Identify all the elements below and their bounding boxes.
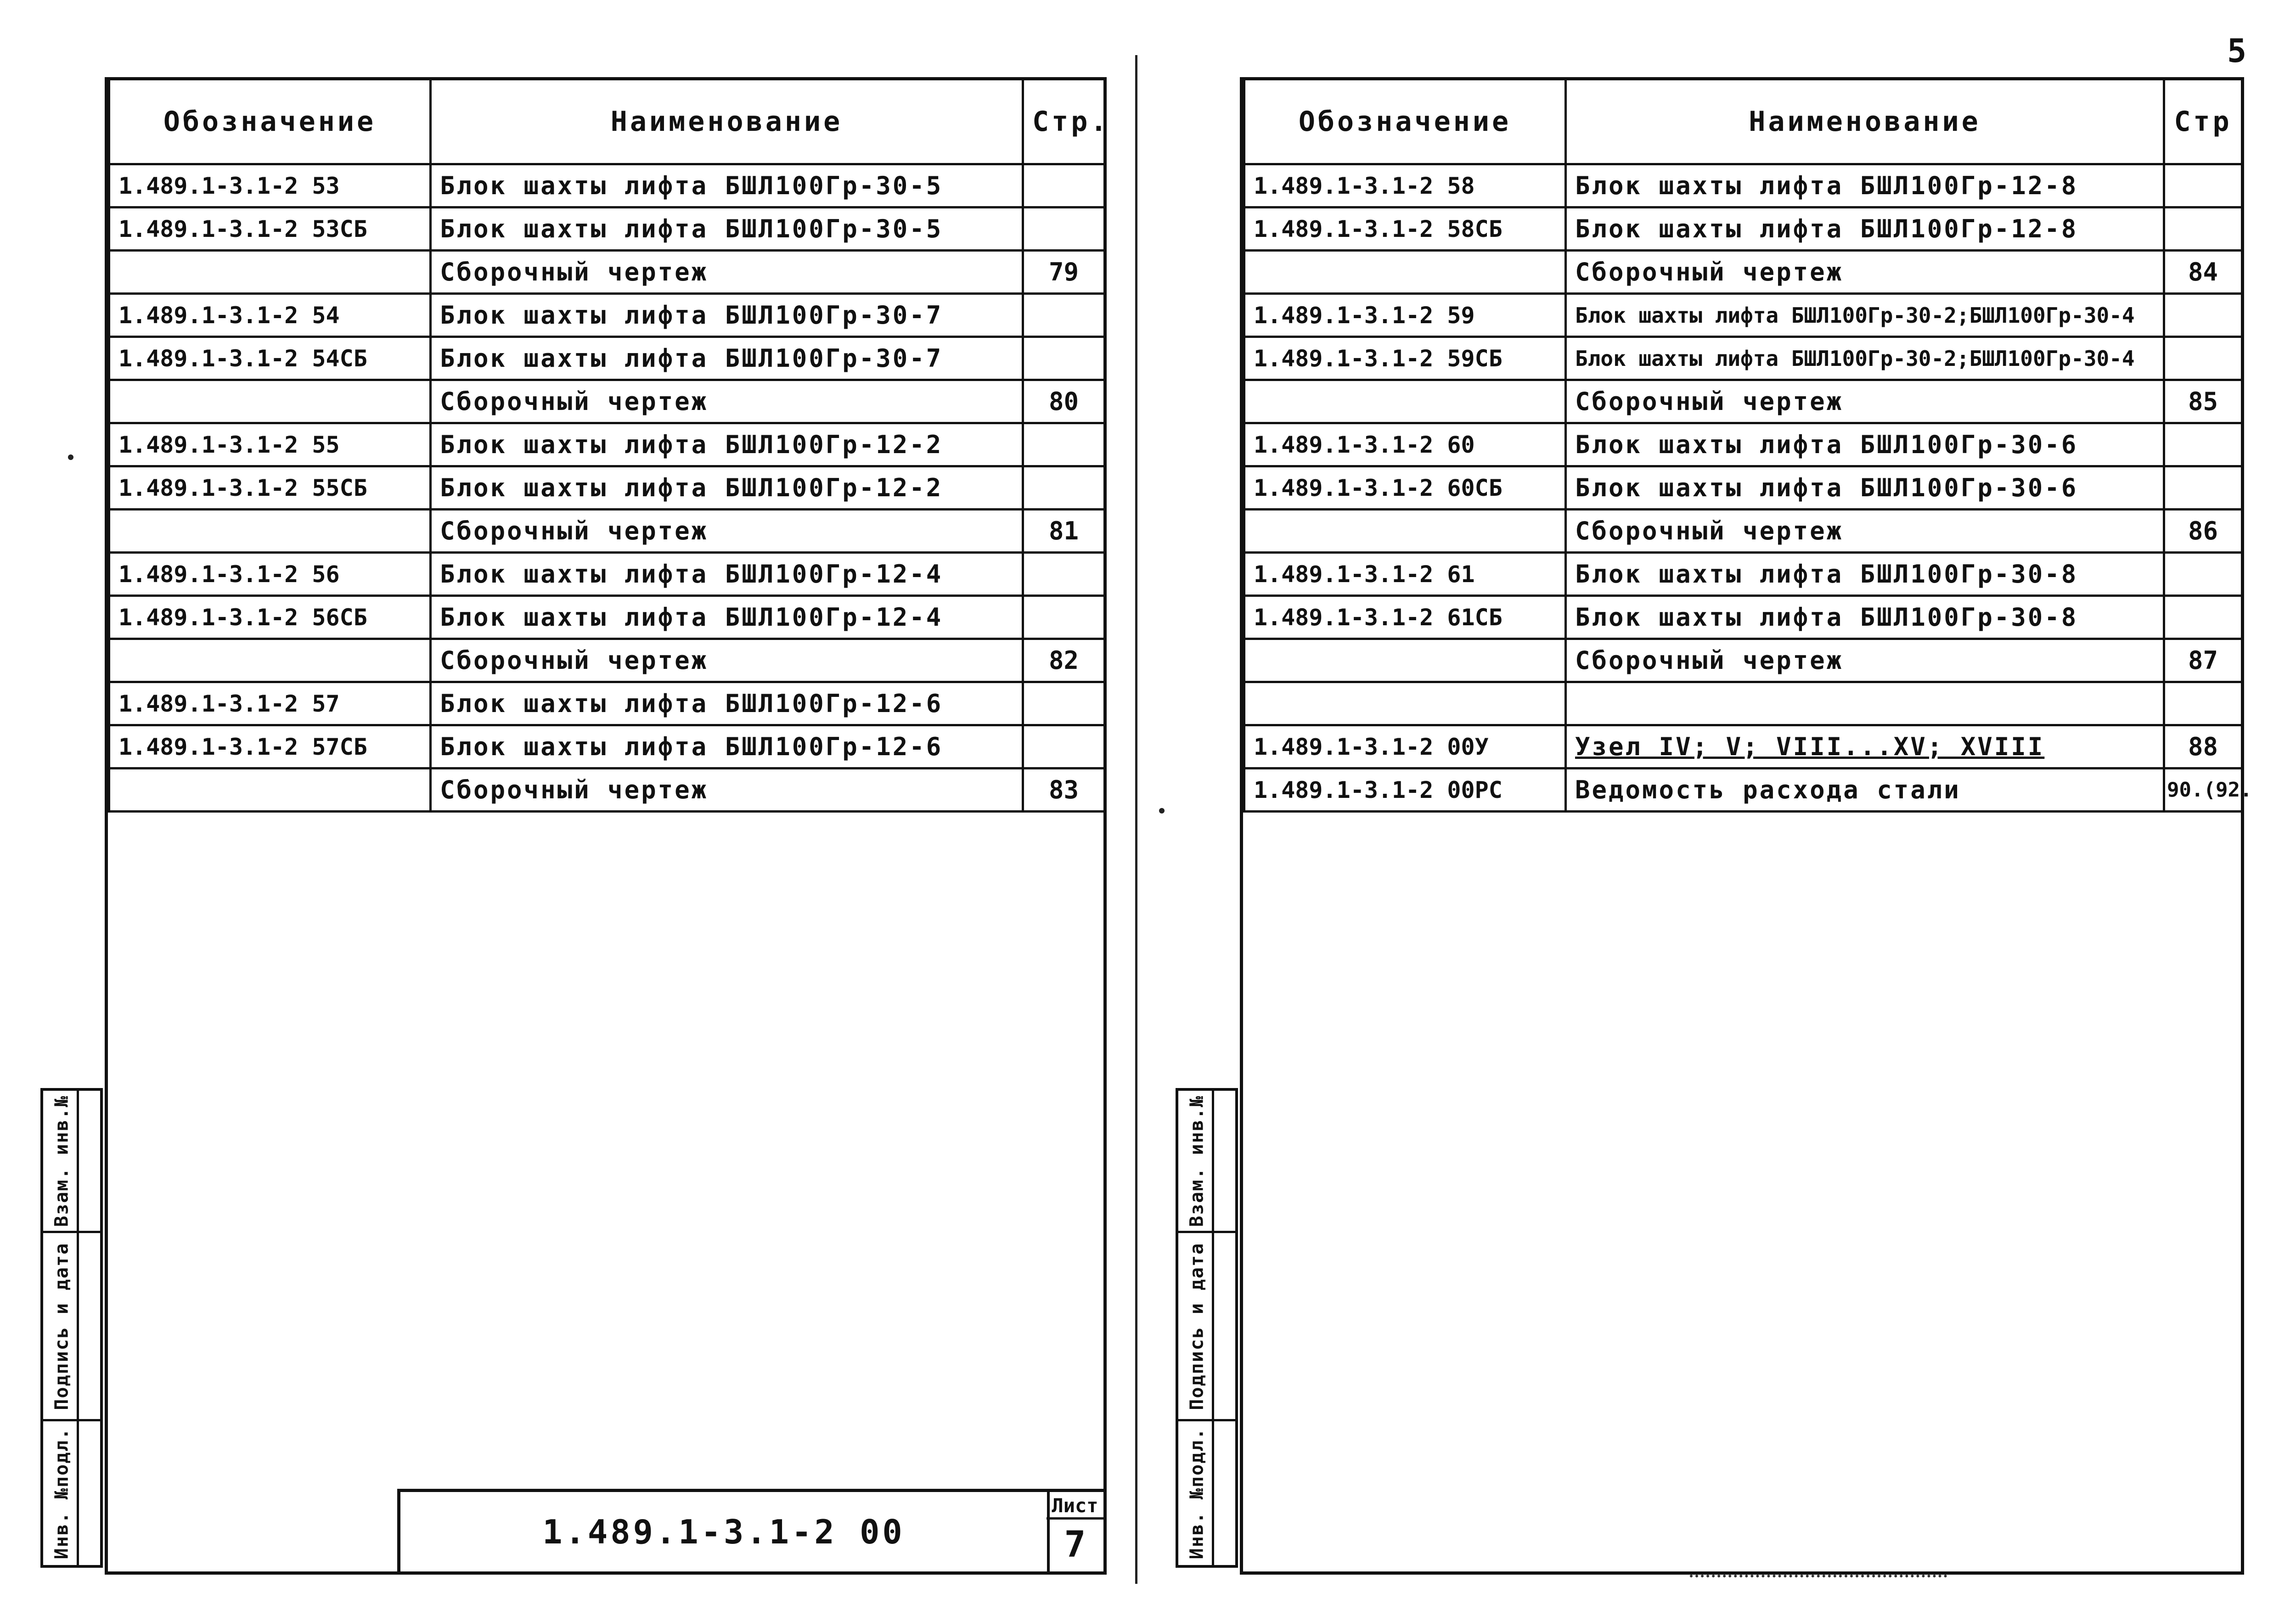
row-name: Блок шахты лифта БШЛ100Гр-12-8	[1566, 208, 2164, 251]
table-row	[1244, 380, 2242, 423]
row-designation: 1.489.1-3.1-2 61СБ	[1244, 596, 1566, 639]
row-designation: 1.489.1-3.1-2 53СБ	[109, 208, 431, 251]
row-name: Блок шахты лифта БШЛ100Гр-30-6	[1566, 423, 2164, 466]
row-designation: 1.489.1-3.1-2 60	[1244, 423, 1566, 466]
signature-date-label: Подпись и дата	[51, 1242, 73, 1410]
row-designation	[109, 380, 431, 423]
row-page	[1023, 682, 1105, 725]
row-name: Блок шахты лифта БШЛ100Гр-30-6	[1566, 466, 2164, 510]
row-name: Блок шахты лифта БШЛ100Гр-30-5	[431, 164, 1023, 208]
sheet-label: Лист	[1047, 1492, 1103, 1520]
row-designation: 1.489.1-3.1-2 54	[109, 294, 431, 337]
row-name: Блок шахты лифта БШЛ100Гр-30-2;БШЛ100Гр-30-4	[1566, 337, 2164, 380]
table-row	[109, 682, 1105, 725]
table-row	[1244, 164, 2242, 208]
replace-inv-cell	[43, 1091, 100, 1233]
row-page	[1023, 294, 1105, 337]
row-page: 81	[1023, 510, 1105, 553]
row-designation	[1244, 380, 1566, 423]
row-name: Сборочный чертеж	[431, 510, 1023, 553]
row-name: Сборочный чертеж	[431, 769, 1023, 812]
table-row	[1244, 553, 2242, 596]
right-sheet	[1240, 77, 2252, 1575]
row-name: Сборочный чертеж	[431, 251, 1023, 294]
margin-dot	[68, 454, 73, 460]
row-name: Блок шахты лифта БШЛ100Гр-30-8	[1566, 553, 2164, 596]
title-block-code: 1.489.1-3.1-2 00	[400, 1492, 1050, 1571]
row-designation	[1244, 682, 1566, 725]
row-name: Блок шахты лифта БШЛ100Гр-30-2;БШЛ100Гр-30-4	[1566, 294, 2164, 337]
row-designation: 1.489.1-3.1-2 60СБ	[1244, 466, 1566, 510]
row-name: Блок шахты лифта БШЛ100Гр-30-7	[431, 337, 1023, 380]
row-name: Сборочный чертеж	[1566, 639, 2164, 682]
row-name: Блок шахты лифта БШЛ100Гр-12-8	[1566, 164, 2164, 208]
left-side-stamp	[40, 1088, 103, 1568]
page-header: Стр	[2164, 79, 2242, 164]
row-designation	[1244, 510, 1566, 553]
table-row	[1244, 510, 2242, 553]
sheet-number-box	[1047, 1492, 1103, 1571]
row-designation: 1.489.1-3.1-2 53	[109, 164, 431, 208]
row-name: Блок шахты лифта БШЛ100Гр-12-4	[431, 596, 1023, 639]
row-page	[1023, 337, 1105, 380]
table-row	[109, 553, 1105, 596]
table-row	[1244, 639, 2242, 682]
right-contents-table	[1243, 77, 2252, 813]
row-designation: 1.489.1-3.1-2 55СБ	[109, 466, 431, 510]
table-row	[1244, 337, 2242, 380]
row-page	[1023, 553, 1105, 596]
row-page: 84	[2164, 251, 2242, 294]
row-page	[1023, 164, 1105, 208]
row-name: Сборочный чертеж	[431, 380, 1023, 423]
replace-inv-label: Взам. инв.№	[51, 1095, 73, 1227]
row-page: 82	[1023, 639, 1105, 682]
row-name: Сборочный чертеж	[1566, 510, 2164, 553]
corner-page-mark: 5	[2227, 32, 2247, 70]
row-name: Блок шахты лифта БШЛ100Гр-30-5	[431, 208, 1023, 251]
table-row	[1244, 294, 2242, 337]
margin-dot	[1159, 808, 1165, 813]
name-header: Наименование	[1566, 79, 2164, 164]
row-name: Сборочный чертеж	[1566, 380, 2164, 423]
row-page: 83	[1023, 769, 1105, 812]
designation-header: Обозначение	[1244, 79, 1566, 164]
row-name: Блок шахты лифта БШЛ100Гр-12-4	[431, 553, 1023, 596]
row-page: 88	[2164, 725, 2242, 769]
row-designation	[109, 639, 431, 682]
left-sheet	[105, 77, 1110, 1575]
left-contents-table	[108, 77, 1110, 813]
row-page: 79	[1023, 251, 1105, 294]
row-designation: 1.489.1-3.1-2 00РС	[1244, 769, 1566, 812]
bottom-scan-mark	[1690, 1575, 1947, 1582]
row-page: 80	[1023, 380, 1105, 423]
row-name: Ведомость расхода стали	[1566, 769, 2164, 812]
row-page	[2164, 164, 2242, 208]
table-row	[1244, 725, 2242, 769]
row-name: Сборочный чертеж	[431, 639, 1023, 682]
row-page	[2164, 208, 2242, 251]
table-row	[1244, 682, 2242, 725]
row-designation: 1.489.1-3.1-2 59	[1244, 294, 1566, 337]
table-row	[1244, 769, 2242, 812]
row-designation	[1244, 639, 1566, 682]
sheet-number: 7	[1064, 1524, 1086, 1565]
row-designation: 1.489.1-3.1-2 55	[109, 423, 431, 466]
row-designation: 1.489.1-3.1-2 61	[1244, 553, 1566, 596]
original-inv-cell	[1178, 1421, 1235, 1565]
right-table-header	[1244, 79, 2242, 164]
row-designation	[1244, 251, 1566, 294]
signature-date-cell	[1178, 1233, 1235, 1421]
row-page	[2164, 682, 2242, 725]
signature-date-label: Подпись и дата	[1186, 1242, 1208, 1410]
row-designation: 1.489.1-3.1-2 00У	[1244, 725, 1566, 769]
table-row	[109, 466, 1105, 510]
original-inv-label: Инв. №подл.	[1186, 1427, 1208, 1559]
table-row	[1244, 466, 2242, 510]
row-page	[1023, 596, 1105, 639]
row-name: Узел IV; V; VIII...XV; XVIII	[1566, 725, 2164, 769]
row-page: 85	[2164, 380, 2242, 423]
table-row	[109, 725, 1105, 769]
row-name	[1566, 682, 2164, 725]
row-page: 86	[2164, 510, 2242, 553]
table-row	[1244, 208, 2242, 251]
table-row	[1244, 251, 2242, 294]
row-designation: 1.489.1-3.1-2 58СБ	[1244, 208, 1566, 251]
table-row	[109, 639, 1105, 682]
row-name: Сборочный чертеж	[1566, 251, 2164, 294]
table-row	[109, 294, 1105, 337]
row-page: 87	[2164, 639, 2242, 682]
row-designation	[109, 510, 431, 553]
left-title-block	[397, 1489, 1103, 1571]
row-page	[2164, 294, 2242, 337]
replace-inv-label: Взам. инв.№	[1186, 1095, 1208, 1227]
table-row	[1244, 423, 2242, 466]
row-designation: 1.489.1-3.1-2 59СБ	[1244, 337, 1566, 380]
row-page	[2164, 553, 2242, 596]
table-row	[109, 337, 1105, 380]
original-inv-cell	[43, 1421, 100, 1565]
sheet-divider	[1135, 55, 1137, 1584]
table-row	[109, 251, 1105, 294]
table-row	[109, 596, 1105, 639]
original-inv-label: Инв. №подл.	[51, 1427, 73, 1559]
row-designation	[109, 769, 431, 812]
row-name: Блок шахты лифта БШЛ100Гр-12-6	[431, 682, 1023, 725]
right-side-stamp	[1176, 1088, 1238, 1568]
row-designation: 1.489.1-3.1-2 57	[109, 682, 431, 725]
row-designation: 1.489.1-3.1-2 56СБ	[109, 596, 431, 639]
row-name: Блок шахты лифта БШЛ100Гр-12-2	[431, 423, 1023, 466]
table-row	[109, 164, 1105, 208]
row-name: Блок шахты лифта БШЛ100Гр-12-6	[431, 725, 1023, 769]
signature-date-cell	[43, 1233, 100, 1421]
row-name: Блок шахты лифта БШЛ100Гр-30-7	[431, 294, 1023, 337]
row-page	[1023, 423, 1105, 466]
row-page: 90.(92.	[2164, 769, 2242, 812]
table-row	[109, 208, 1105, 251]
row-name: Блок шахты лифта БШЛ100Гр-12-2	[431, 466, 1023, 510]
row-page	[2164, 337, 2242, 380]
name-header: Наименование	[431, 79, 1023, 164]
row-page	[1023, 725, 1105, 769]
row-page	[2164, 596, 2242, 639]
row-designation: 1.489.1-3.1-2 54СБ	[109, 337, 431, 380]
designation-header: Обозначение	[109, 79, 431, 164]
row-name: Блок шахты лифта БШЛ100Гр-30-8	[1566, 596, 2164, 639]
row-page	[2164, 423, 2242, 466]
left-table-header	[109, 79, 1105, 164]
table-row	[1244, 596, 2242, 639]
row-page	[1023, 466, 1105, 510]
page-header: Стр.	[1023, 79, 1105, 164]
row-page	[1023, 208, 1105, 251]
table-row	[109, 380, 1105, 423]
replace-inv-cell	[1178, 1091, 1235, 1233]
row-designation: 1.489.1-3.1-2 58	[1244, 164, 1566, 208]
row-designation: 1.489.1-3.1-2 57СБ	[109, 725, 431, 769]
row-page	[2164, 466, 2242, 510]
table-row	[109, 769, 1105, 812]
row-designation: 1.489.1-3.1-2 56	[109, 553, 431, 596]
table-row	[109, 510, 1105, 553]
table-row	[109, 423, 1105, 466]
row-designation	[109, 251, 431, 294]
